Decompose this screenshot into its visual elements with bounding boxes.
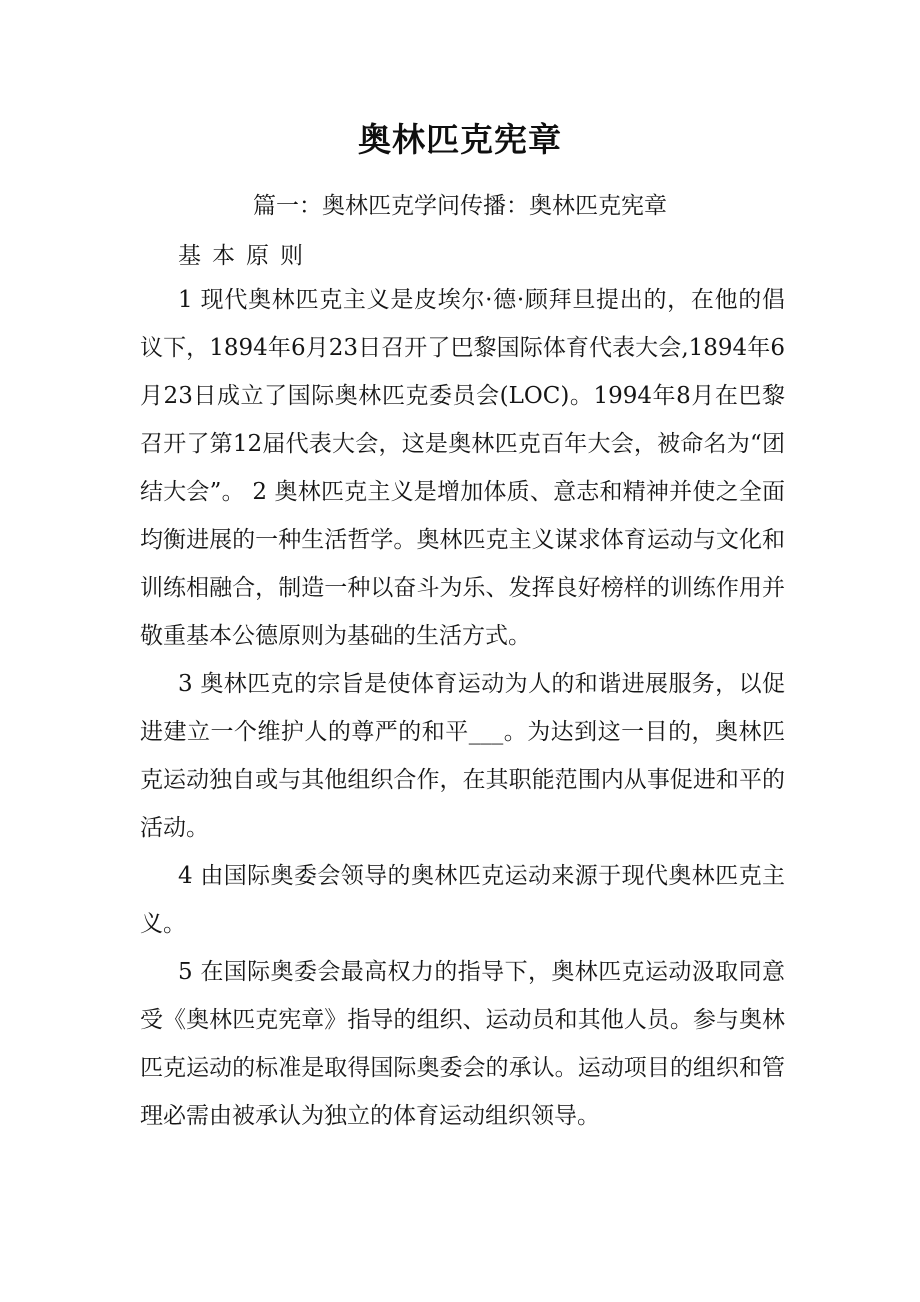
document-title: 奥林匹克宪章 <box>358 120 562 159</box>
section-heading: 基本原则 <box>178 243 314 269</box>
paragraph-2: 3 奥林匹克的宗旨是使体育运动为人的和谐进展服务，以促进建立一个维护人的尊严的和平___。为达到这一目的，奥林匹克运动独自或与其他组织合作，在其职能范围内从事促进和平的活动。 <box>140 671 785 841</box>
document-subtitle: 篇一：奥林匹克学问传播：奥林匹克宪章 <box>253 193 667 219</box>
paragraph-4: 5 在国际奥委会最高权力的指导下，奥林匹克运动汲取同意受《奥林匹克宪章》指导的组织、运动员和其他人员。参与奥林匹克运动的标准是取得国际奥委会的承认。运动项目的组织和管理必需由被承认为独立的体育运动组织领导。 <box>140 959 785 1129</box>
paragraph-3: 4 由国际奥委会领导的奥林匹克运动来源于现代奥林匹克主义。 <box>140 863 785 937</box>
document-body <box>140 236 785 1140</box>
paragraph-1: 1 现代奥林匹克主义是皮埃尔·德·顾拜旦提出的，在他的倡议下，1894年6月23日召开了巴黎国际体育代表大会,1894年6月23日成立了国际奥林匹克委员会(LOC)。1994年8月在巴黎召开了第12届代表大会，这是奥林匹克百年大会，被命名为“团结大会”。 2 奥林匹克主义是增加体质、意志和精神并使之全面均衡进展的一种生活哲学。奥林匹克主义谋求体育运动与文化和训练相融合，制造一种以奋斗为乐、发挥良好榜样的训练作用并敬重基本公德原则为基础的生活方式。 <box>140 287 785 649</box>
